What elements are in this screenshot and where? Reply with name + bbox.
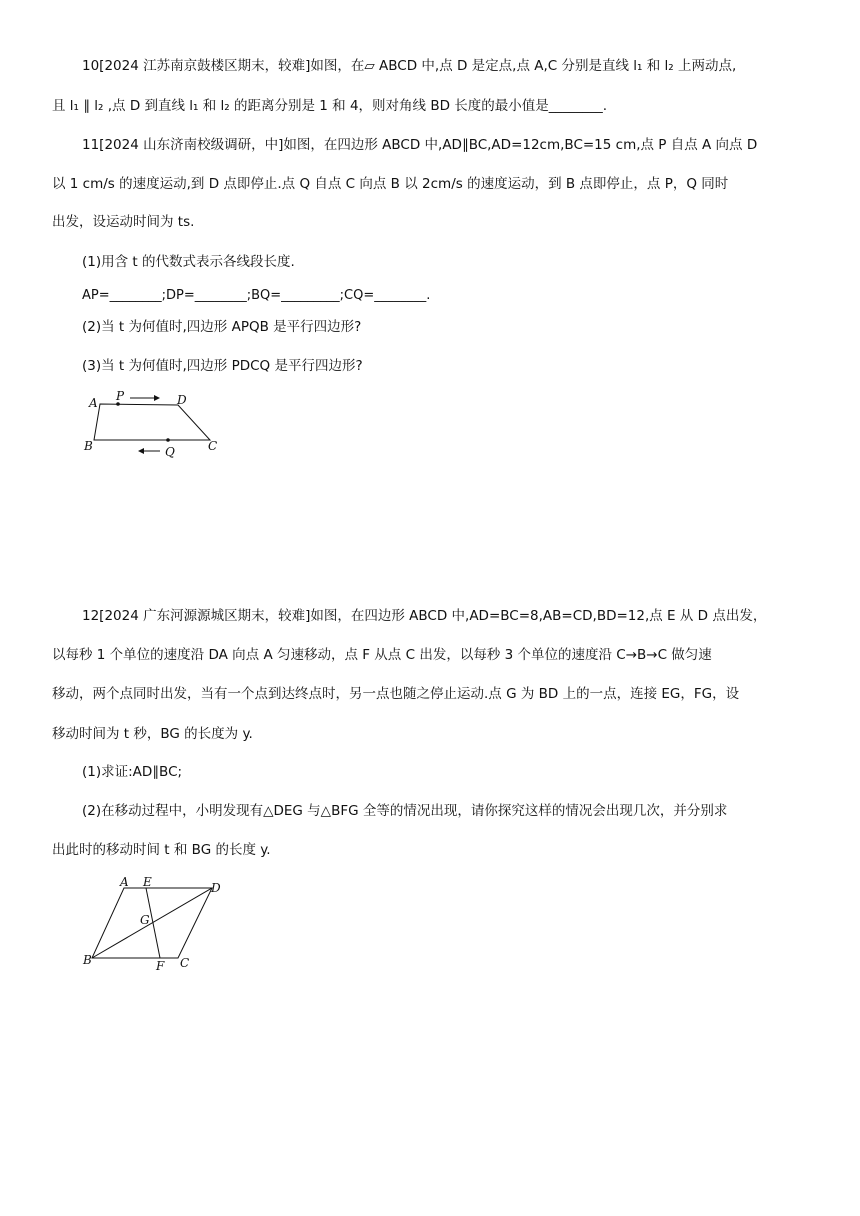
q11-line-3: 出发，设运动时间为 ts. <box>52 214 195 230</box>
diagonal-bd <box>92 888 212 958</box>
label-b: B <box>83 953 92 967</box>
q12-line-1: 12[2024 广东河源源城区期末，较难]如图，在四边形 ABCD 中,AD=BC=8,AB=CD,BD=12,点 E 从 D 点出发， <box>82 608 767 624</box>
label-a: A <box>89 396 98 410</box>
label-e: E <box>143 875 152 889</box>
label-p: P <box>116 389 125 403</box>
q12-sub-2-line-2: 出此时的移动时间 t 和 BG 的长度 y. <box>52 842 271 858</box>
p-arrow-head <box>154 395 160 401</box>
label-d: D <box>177 393 187 407</box>
q10-line-1: 10[2024 江苏南京鼓楼区期末，较难]如图，在▱ ABCD 中,点 D 是定点,点 A,C 分别是直线 l₁ 和 l₂ 上两动点, <box>82 58 737 74</box>
label-b: B <box>84 439 93 453</box>
q12-sub-2-line-1: (2)在移动过程中，小明发现有△DEG 与△BFG 全等的情况出现，请你探究这样的情况会出现几次，并分别求 <box>82 803 728 819</box>
q11-sub-1: (1)用含 t 的代数式表示各线段长度. <box>82 254 295 270</box>
q11-sub-2: (2)当 t 为何值时,四边形 APQB 是平行四边形? <box>82 319 362 335</box>
q12-line-3: 移动，两个点同时出发，当有一个点到达终点时，另一点也随之停止运动.点 G 为 BD 上的一点，连接 EG，FG，设 <box>52 686 740 702</box>
label-a: A <box>120 875 129 889</box>
label-g: G <box>140 913 150 927</box>
label-f: F <box>156 959 165 973</box>
q12-line-4: 移动时间为 t 秒，BG 的长度为 y. <box>52 726 253 742</box>
q12-line-2: 以每秒 1 个单位的速度沿 DA 向点 A 匀速移动，点 F 从点 C 出发，以每秒 3 个单位的速度沿 C→B→C 做匀速 <box>52 647 712 663</box>
q10-line-2: 且 l₁ ∥ l₂ ,点 D 到直线 l₁ 和 l₂ 的距离分别是 1 和 4，则对角线 BD 长度的最小值是________. <box>52 98 608 114</box>
point-q <box>166 438 170 442</box>
q11-line-1: 11[2024 山东济南校级调研，中]如图，在四边形 ABCD 中,AD∥BC,AD=12cm,BC=15 cm,点 P 自点 A 向点 D <box>82 137 758 153</box>
q11-sub-1-blanks: AP=________;DP=________;BQ=_________;CQ=________. <box>82 288 431 303</box>
label-d: D <box>211 881 221 895</box>
q11-sub-3: (3)当 t 为何值时,四边形 PDCQ 是平行四边形? <box>82 358 363 374</box>
q12-parallelogram-figure <box>80 874 230 974</box>
label-q: Q <box>165 445 175 459</box>
q-arrow-head <box>138 448 144 454</box>
label-c: C <box>208 439 218 453</box>
q11-trapezoid-figure <box>80 388 230 460</box>
q11-line-2: 以 1 cm/s 的速度运动,到 D 点即停止.点 Q 自点 C 向点 B 以 2cm/s 的速度运动，到 B 点即停止，点 P，Q 同时 <box>52 176 729 192</box>
trapezoid-abcd <box>94 404 210 440</box>
label-c: C <box>180 956 190 970</box>
q12-sub-1: (1)求证:AD∥BC; <box>82 764 183 780</box>
